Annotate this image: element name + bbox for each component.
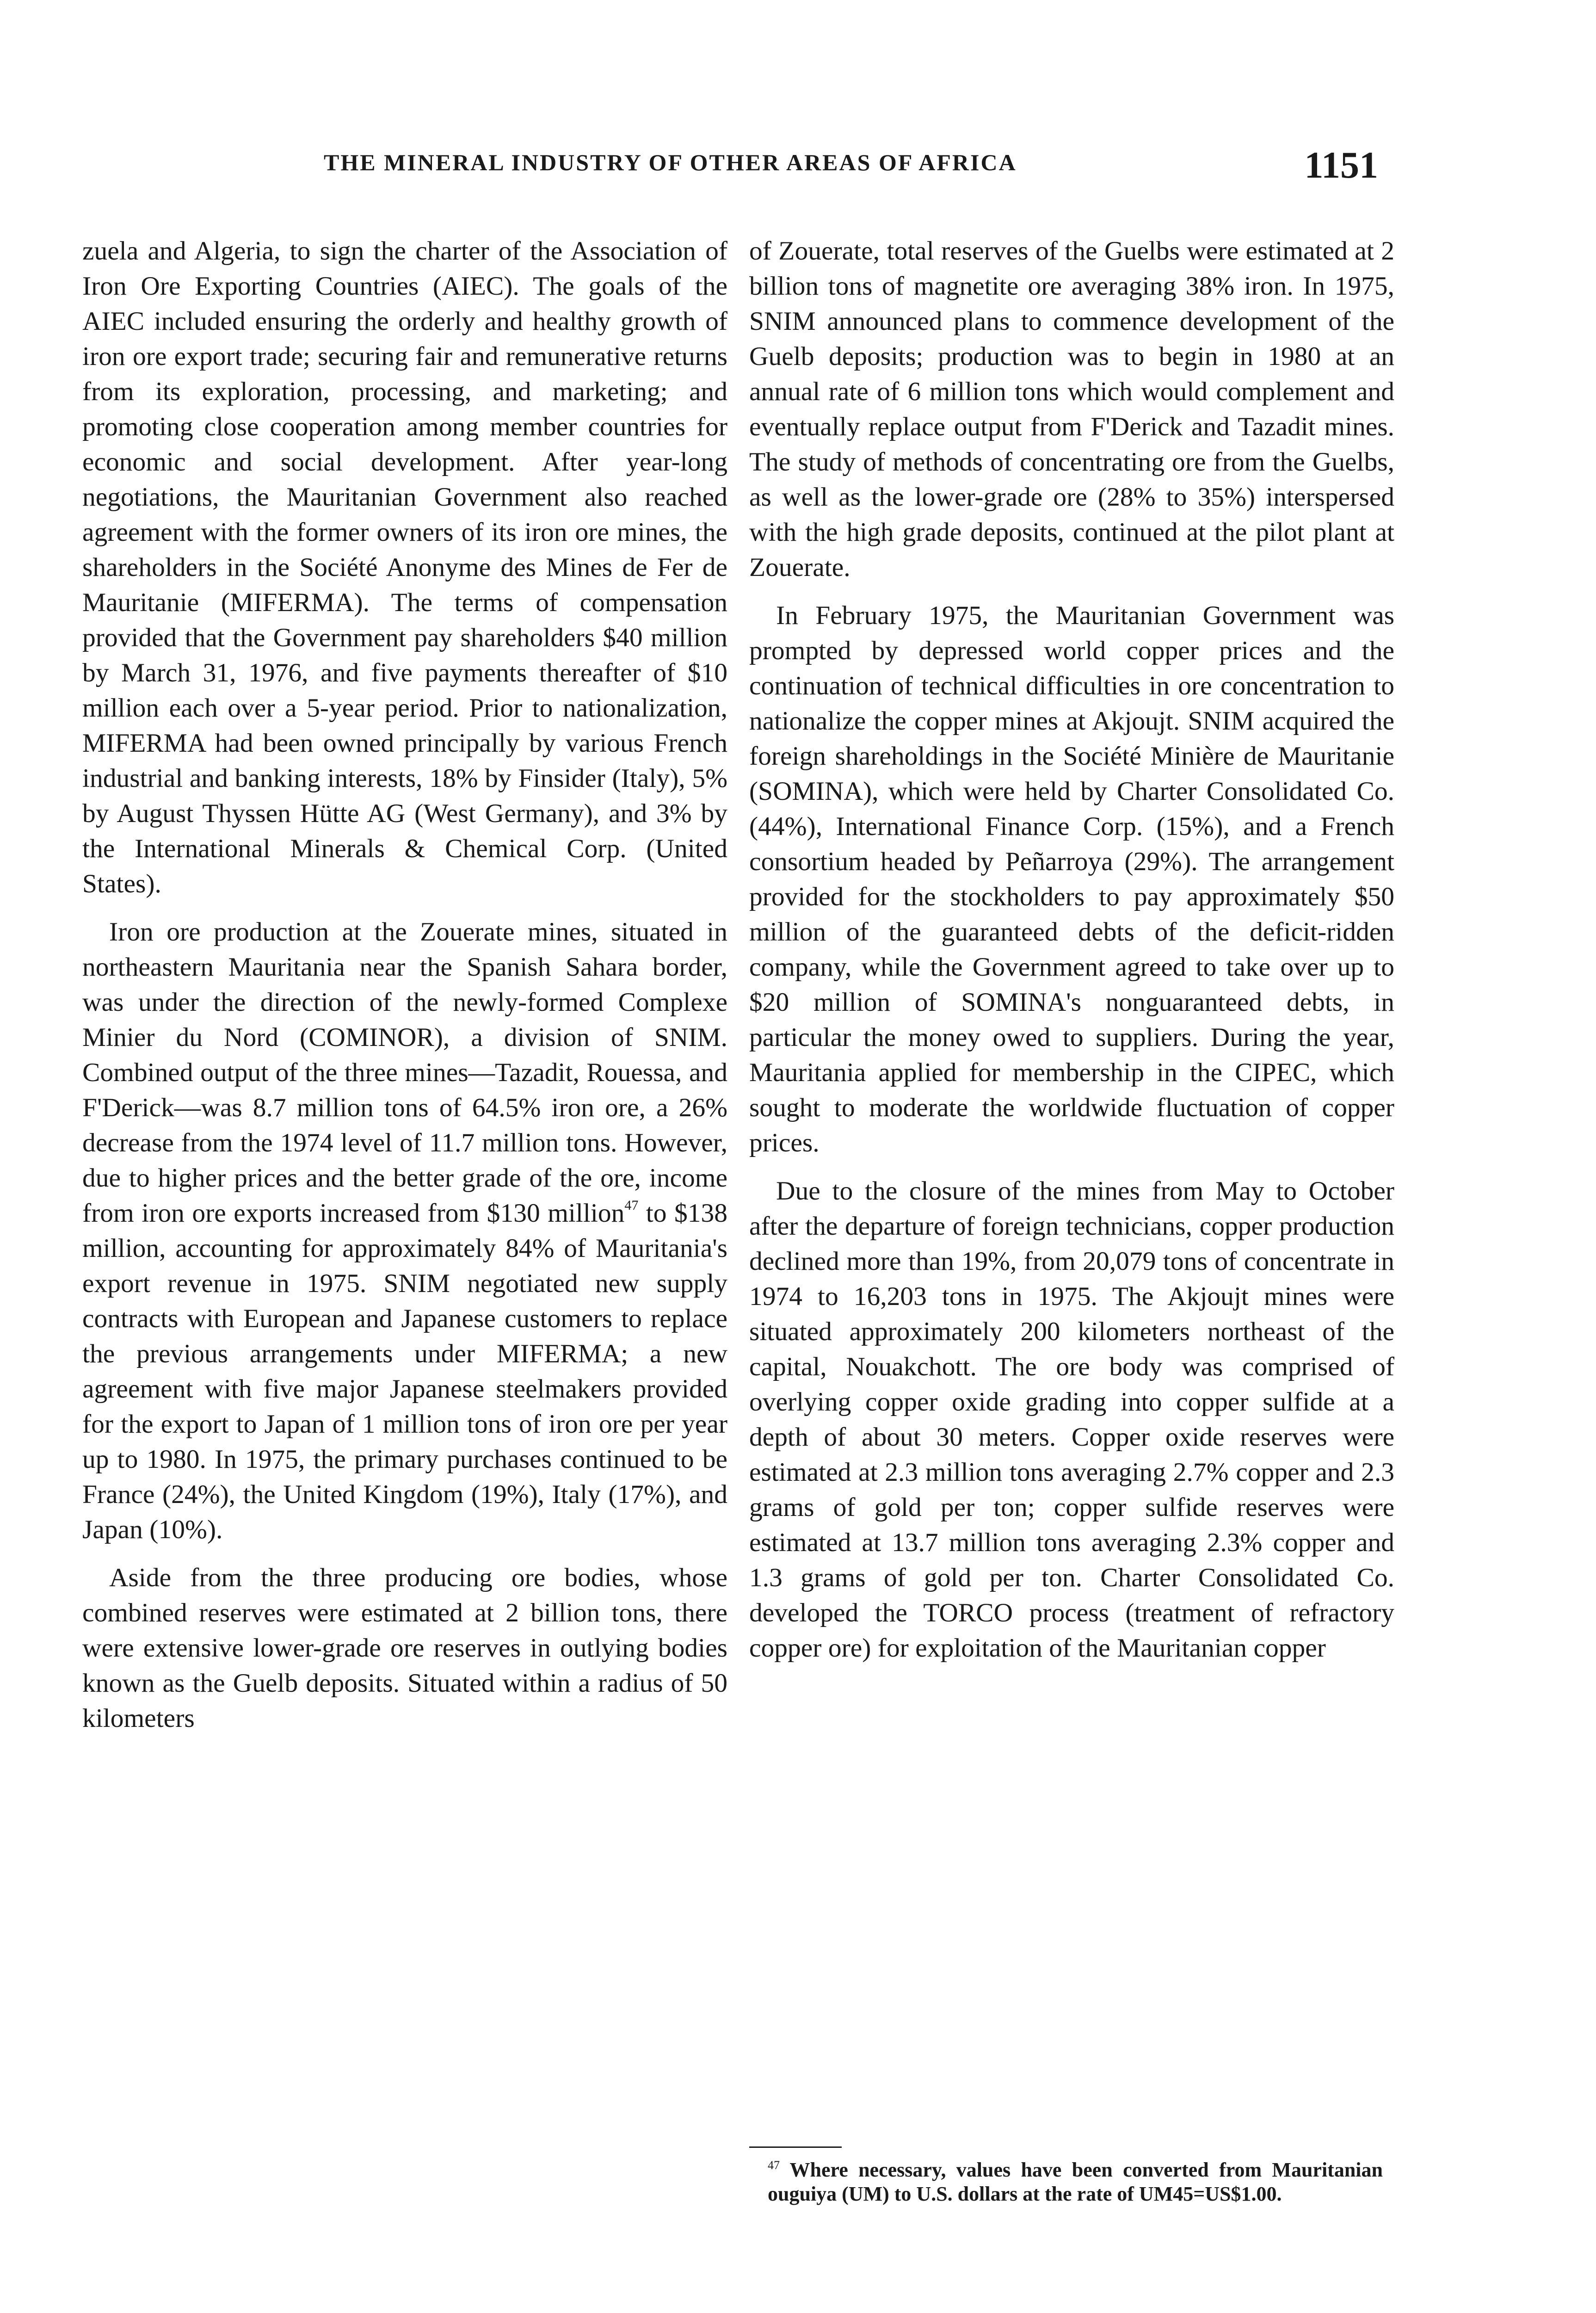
paragraph-text: Iron ore production at the Zouerate mines, situated in northeastern Mauritania near the Spanish Sahara border, was under the direction of the newly-formed Complexe Minier du Nord (COMINOR), a division of SNIM. Combined output of the three mines—Tazadit, Rouessa, and F'Derick—was 8.7 million tons of 64.5% iron ore, a 26% decrease from the 1974 level of 11.7 million tons. However, due to higher prices and the better grade of the ore, income from iron ore exports increased from $130 million bbox=[82, 917, 727, 1228]
paragraph-guelb-reserves: of Zouerate, total reserves of the Guelbs were estimated at 2 billion tons of magnetite ore averaging 38% iron. In 1975, SNIM announced plans to commence development of the Guelb deposits; production was to begin in 1980 at an annual rate of 6 million tons which would complement and eventually replace output from F'Derick and Tazadit mines. The study of methods of concentrating ore from the Guelbs, as well as the lower-grade ore (28% to 35%) interspersed with the high grade deposits, continued at the pilot plant at Zouerate. bbox=[749, 236, 1394, 582]
paragraph-iron-ore-production bbox=[82, 915, 727, 1547]
page-header bbox=[324, 143, 1378, 185]
paragraph-guelb-deposits: Aside from the three producing ore bodies, whose combined reserves were estimated at 2 billion tons, there were extensive lower-grade ore reserves in outlying bodies known as the Guelb deposits. Situated within a radius of 50 kilometers bbox=[82, 1563, 727, 1733]
right-column bbox=[749, 234, 1394, 1679]
footnote-reference: 47 bbox=[624, 1198, 639, 1213]
paragraph-text: to $138 million, accounting for approximately 84% of Mauritania's export revenue in 1975. SNIM negotiated new supply contracts with European and Japanese customers to replace the previous arrangements under MIFERMA; a new agreement with five major Japanese steelmakers provided for the export to Japan of 1 million tons of iron ore per year up to 1980. In 1975, the primary purchases continued to be France (24%), the United Kingdom (19%), Italy (17%), and Japan (10%). bbox=[82, 1199, 727, 1544]
footnote-marker: 47 bbox=[768, 2158, 780, 2172]
paragraph-copper-nationalization: In February 1975, the Mauritanian Government was prompted by depressed world copper prices and the continuation of technical difficulties in ore concentration to nationalize the copper mines at Akjoujt. SNIM acquired the foreign shareholdings in the Société Minière de Mauritanie (SOMINA), which were held by Charter Consolidated Co. (44%), International Finance Corp. (15%), and a French consortium headed by Peñarroya (29%). The arrangement provided for the stockholders to pay approximately $50 million of the guaranteed debts of the deficit-ridden company, while the Government agreed to take over up to $20 million of SOMINA's nonguaranteed debts, in particular the money owed to suppliers. During the year, Mauritania applied for membership in the CIPEC, which sought to moderate the worldwide fluctuation of copper prices. bbox=[749, 601, 1394, 1157]
footnote-text: Where necessary, values have been converted from Mauritanian ouguiya (UM) to U.S. dollars at the rate of UM45=US$1.00. bbox=[768, 2158, 1383, 2205]
paragraph-aiec-charter: zuela and Algeria, to sign the charter of the Association of Iron Ore Exporting Countries (AIEC). The goals of the AIEC included ensuring the orderly and healthy growth of iron ore export trade; securing fair and remunerative returns from its exploration, processing, and marketing; and promoting close cooperation among member countries for economic and social development. After year-long negotiations, the Mauritanian Government also reached agreement with the former owners of its iron ore mines, the shareholders in the Société Anonyme des Mines de Fer de Mauritanie (MIFERMA). The terms of compensation provided that the Government pay shareholders $40 million by March 31, 1976, and five payments thereafter of $10 million each over a 5-year period. Prior to nationalization, MIFERMA had been owned principally by various French industrial and banking interests, 18% by Finsider (Italy), 5% by August Thyssen Hütte AG (West Germany), and 3% by the International Minerals & Chemical Corp. (United States). bbox=[82, 236, 727, 898]
page-number: 1151 bbox=[1304, 144, 1378, 186]
footnote-divider bbox=[749, 2146, 842, 2148]
footnote bbox=[768, 2158, 1383, 2206]
left-column bbox=[82, 234, 727, 1749]
running-head: THE MINERAL INDUSTRY OF OTHER AREAS OF AFRICA bbox=[324, 149, 1017, 175]
paragraph-akjoujt-mines: Due to the closure of the mines from May to October after the departure of foreign technicians, copper production declined more than 19%, from 20,079 tons of concentrate in 1974 to 16,203 tons in 1975. The Akjoujt mines were situated approximately 200 kilometers northeast of the capital, Nouakchott. The ore body was comprised of overlying copper oxide grading into copper sulfide at a depth of about 30 meters. Copper oxide reserves were estimated at 2.3 million tons averaging 2.7% copper and 2.3 grams of gold per ton; copper sulfide reserves were estimated at 13.7 million tons averaging 2.3% copper and 1.3 grams of gold per ton. Charter Consolidated Co. developed the TORCO process (treatment of refractory copper ore) for exploitation of the Mauritanian copper bbox=[749, 1176, 1394, 1663]
